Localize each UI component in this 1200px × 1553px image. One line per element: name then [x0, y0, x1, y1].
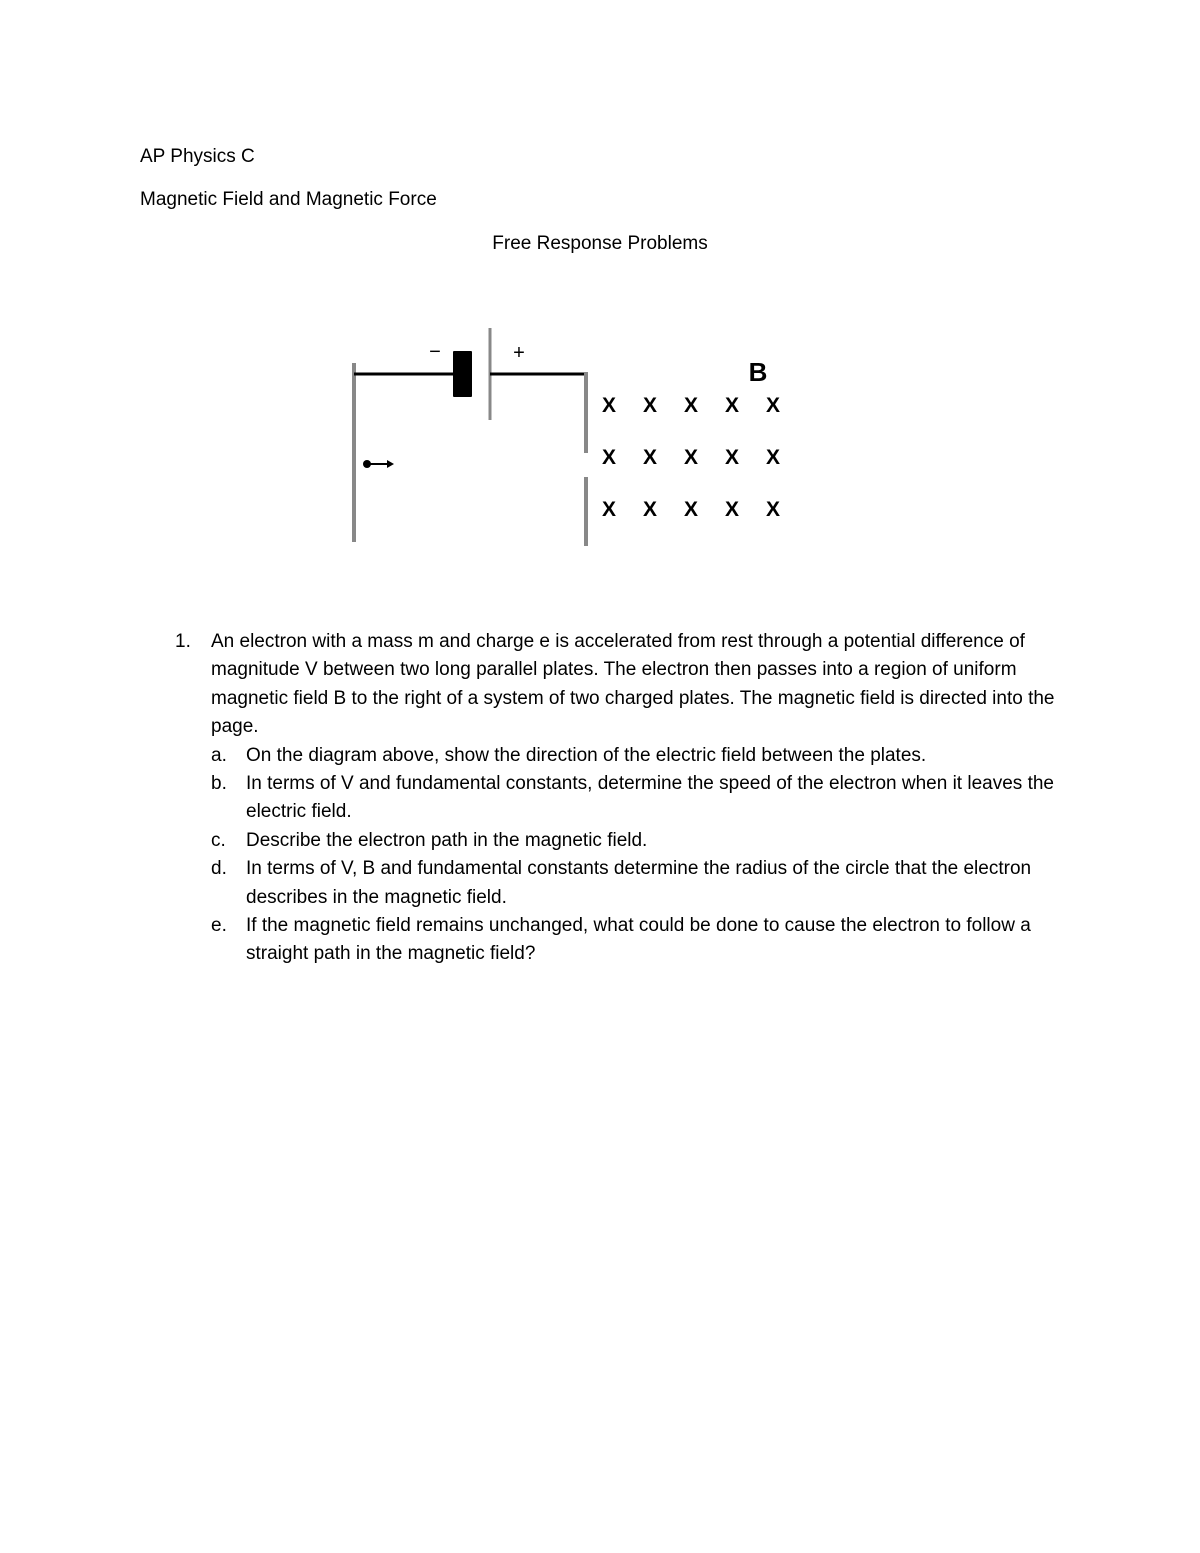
field-into-page-symbol: X: [724, 394, 740, 417]
part-c: [211, 827, 1075, 855]
problem-1: [175, 628, 1075, 742]
field-into-page-symbol: X: [765, 446, 781, 469]
magnetic-field-grid: [602, 394, 780, 521]
field-into-page-symbol: X: [601, 446, 617, 469]
part-a: [211, 742, 1075, 770]
plates-field-diagram: [340, 320, 810, 560]
part-text: If the magnetic field remains unchanged, what could be done to cause the electron to follow a straight path in the magnetic field?: [246, 915, 1031, 965]
part-e: [211, 912, 1075, 969]
page-title: Free Response Problems: [492, 233, 708, 254]
field-into-page-symbol: X: [765, 498, 781, 521]
part-text: Describe the electron path in the magnetic field.: [246, 829, 648, 851]
part-letter: d.: [211, 858, 227, 880]
part-text: In terms of V and fundamental constants, determine the speed of the electron when it leaves the electric field.: [246, 773, 1054, 823]
part-text: On the diagram above, show the direction of the electric field between the plates.: [246, 744, 927, 766]
problem-number: 1.: [175, 631, 191, 652]
plus-label: +: [513, 342, 525, 364]
part-letter: b.: [211, 773, 227, 795]
field-into-page-symbol: X: [642, 498, 658, 521]
part-letter: a.: [211, 744, 227, 766]
minus-label: −: [429, 341, 441, 363]
part-b: [211, 770, 1075, 827]
part-d: [211, 855, 1075, 912]
electron-arrowhead: [387, 460, 394, 468]
part-text: In terms of V, B and fundamental constants determine the radius of the circle that the electron describes in the magnetic field.: [246, 858, 1032, 908]
field-into-page-symbol: X: [683, 394, 699, 417]
field-into-page-symbol: X: [683, 498, 699, 521]
battery-negative-terminal: [453, 351, 472, 397]
field-into-page-symbol: X: [601, 498, 617, 521]
course-title: AP Physics C: [140, 146, 255, 167]
field-into-page-symbol: X: [724, 498, 740, 521]
field-into-page-symbol: X: [683, 446, 699, 469]
field-into-page-symbol: X: [601, 394, 617, 417]
field-label: B: [748, 357, 768, 387]
problem-list: [175, 628, 1075, 969]
part-letter: c.: [211, 829, 226, 851]
field-into-page-symbol: X: [642, 446, 658, 469]
part-letter: e.: [211, 915, 227, 937]
field-into-page-symbol: X: [765, 394, 781, 417]
field-into-page-symbol: X: [724, 446, 740, 469]
problem-text: An electron with a mass m and charge e is accelerated from rest through a potential difference of magnitude V between two long parallel plates. The electron then passes into a region of uniform magnetic field B to the right of a system of two charged plates. The magnetic field is directed into the page.: [211, 631, 1055, 738]
field-into-page-symbol: X: [642, 394, 658, 417]
topic-title: Magnetic Field and Magnetic Force: [140, 189, 437, 210]
